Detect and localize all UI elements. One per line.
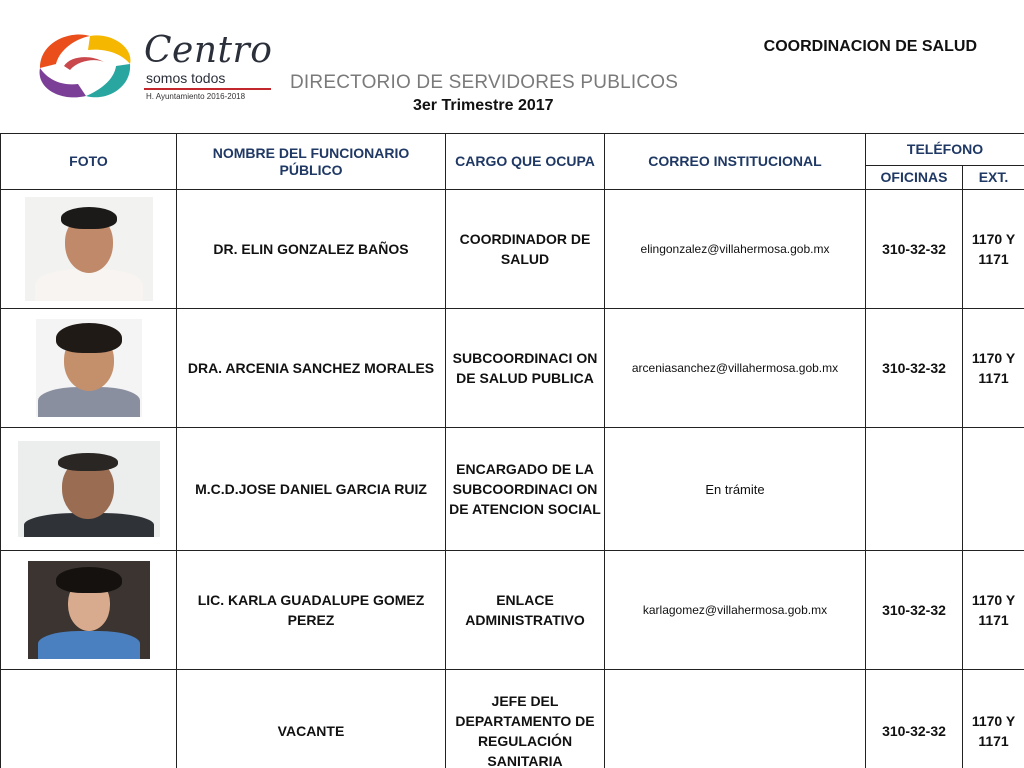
- logo-divider: [144, 88, 271, 90]
- logo-subtitle: H. Ayuntamiento 2016-2018: [146, 92, 246, 101]
- official-email: karlagomez@villahermosa.gob.mx: [605, 551, 866, 670]
- phone-extension: 1170 Y 1171: [963, 670, 1024, 768]
- official-email: arceniasanchez@villahermosa.gob.mx: [605, 309, 866, 428]
- table-row: [1, 428, 1024, 551]
- official-name: LIC. KARLA GUADALUPE GOMEZ PEREZ: [177, 551, 446, 670]
- office-phone: 310-32-32: [866, 670, 963, 768]
- col-header-ext: EXT.: [963, 166, 1024, 190]
- official-name: DRA. ARCENIA SANCHEZ MORALES: [177, 309, 446, 428]
- photo-cell: [1, 309, 177, 428]
- department-name: COORDINACION DE SALUD: [763, 38, 977, 55]
- office-phone: 310-32-32: [866, 309, 963, 428]
- official-email: En trámite: [605, 428, 866, 551]
- official-email: elingonzalez@villahermosa.gob.mx: [605, 190, 866, 309]
- official-name: DR. ELIN GONZALEZ BAÑOS: [177, 190, 446, 309]
- phone-extension: 1170 Y 1171: [963, 551, 1024, 670]
- official-email: [605, 670, 866, 768]
- phone-extension: 1170 Y 1171: [963, 190, 1024, 309]
- centro-logo-mark-icon: [30, 24, 136, 104]
- official-role: ENLACE ADMINISTRATIVO: [446, 551, 605, 670]
- logo-wordmark: Centro: [144, 30, 273, 71]
- office-phone: [866, 428, 963, 551]
- col-header-telefono: TELÉFONO: [866, 134, 1024, 166]
- document-period: 3er Trimestre 2017: [413, 97, 554, 114]
- document-title: DIRECTORIO DE SERVIDORES PUBLICOS: [290, 72, 679, 93]
- centro-logo: [30, 24, 300, 108]
- office-phone: 310-32-32: [866, 551, 963, 670]
- official-name: M.C.D.JOSE DANIEL GARCIA RUIZ: [177, 428, 446, 551]
- official-name: VACANTE: [177, 670, 446, 768]
- photo-cell: [1, 551, 177, 670]
- col-header-nombre: NOMBRE DEL FUNCIONARIO PÚBLICO: [177, 134, 446, 190]
- woman-portrait-photo: [36, 319, 142, 417]
- older-man-portrait-photo: [18, 441, 160, 537]
- official-role: SUBCOORDINACI ON DE SALUD PUBLICA: [446, 309, 605, 428]
- directory-table: [0, 133, 1024, 768]
- official-role: ENCARGADO DE LA SUBCOORDINACI ON DE ATENCION SOCIAL: [446, 428, 605, 551]
- logo-tagline: somos todos: [146, 70, 226, 86]
- phone-extension: 1170 Y 1171: [963, 309, 1024, 428]
- table-row: [1, 551, 1024, 670]
- official-role: COORDINADOR DE SALUD: [446, 190, 605, 309]
- col-header-cargo: CARGO QUE OCUPA: [446, 134, 605, 190]
- col-header-foto: FOTO: [1, 134, 177, 190]
- office-phone: 310-32-32: [866, 190, 963, 309]
- man-portrait-photo: [25, 197, 153, 301]
- photo-cell: [1, 428, 177, 551]
- table-row: [1, 670, 1024, 768]
- table-row: [1, 309, 1024, 428]
- official-role: JEFE DEL DEPARTAMENTO DE REGULACIÓN SANITARIA: [446, 670, 605, 768]
- table-header-row: [1, 134, 1024, 166]
- col-header-correo: CORREO INSTITUCIONAL: [605, 134, 866, 190]
- col-header-oficinas: OFICINAS: [866, 166, 963, 190]
- phone-extension: [963, 428, 1024, 551]
- young-woman-portrait-photo: [28, 561, 150, 659]
- photo-cell: [1, 670, 177, 768]
- table-row: [1, 190, 1024, 309]
- photo-cell: [1, 190, 177, 309]
